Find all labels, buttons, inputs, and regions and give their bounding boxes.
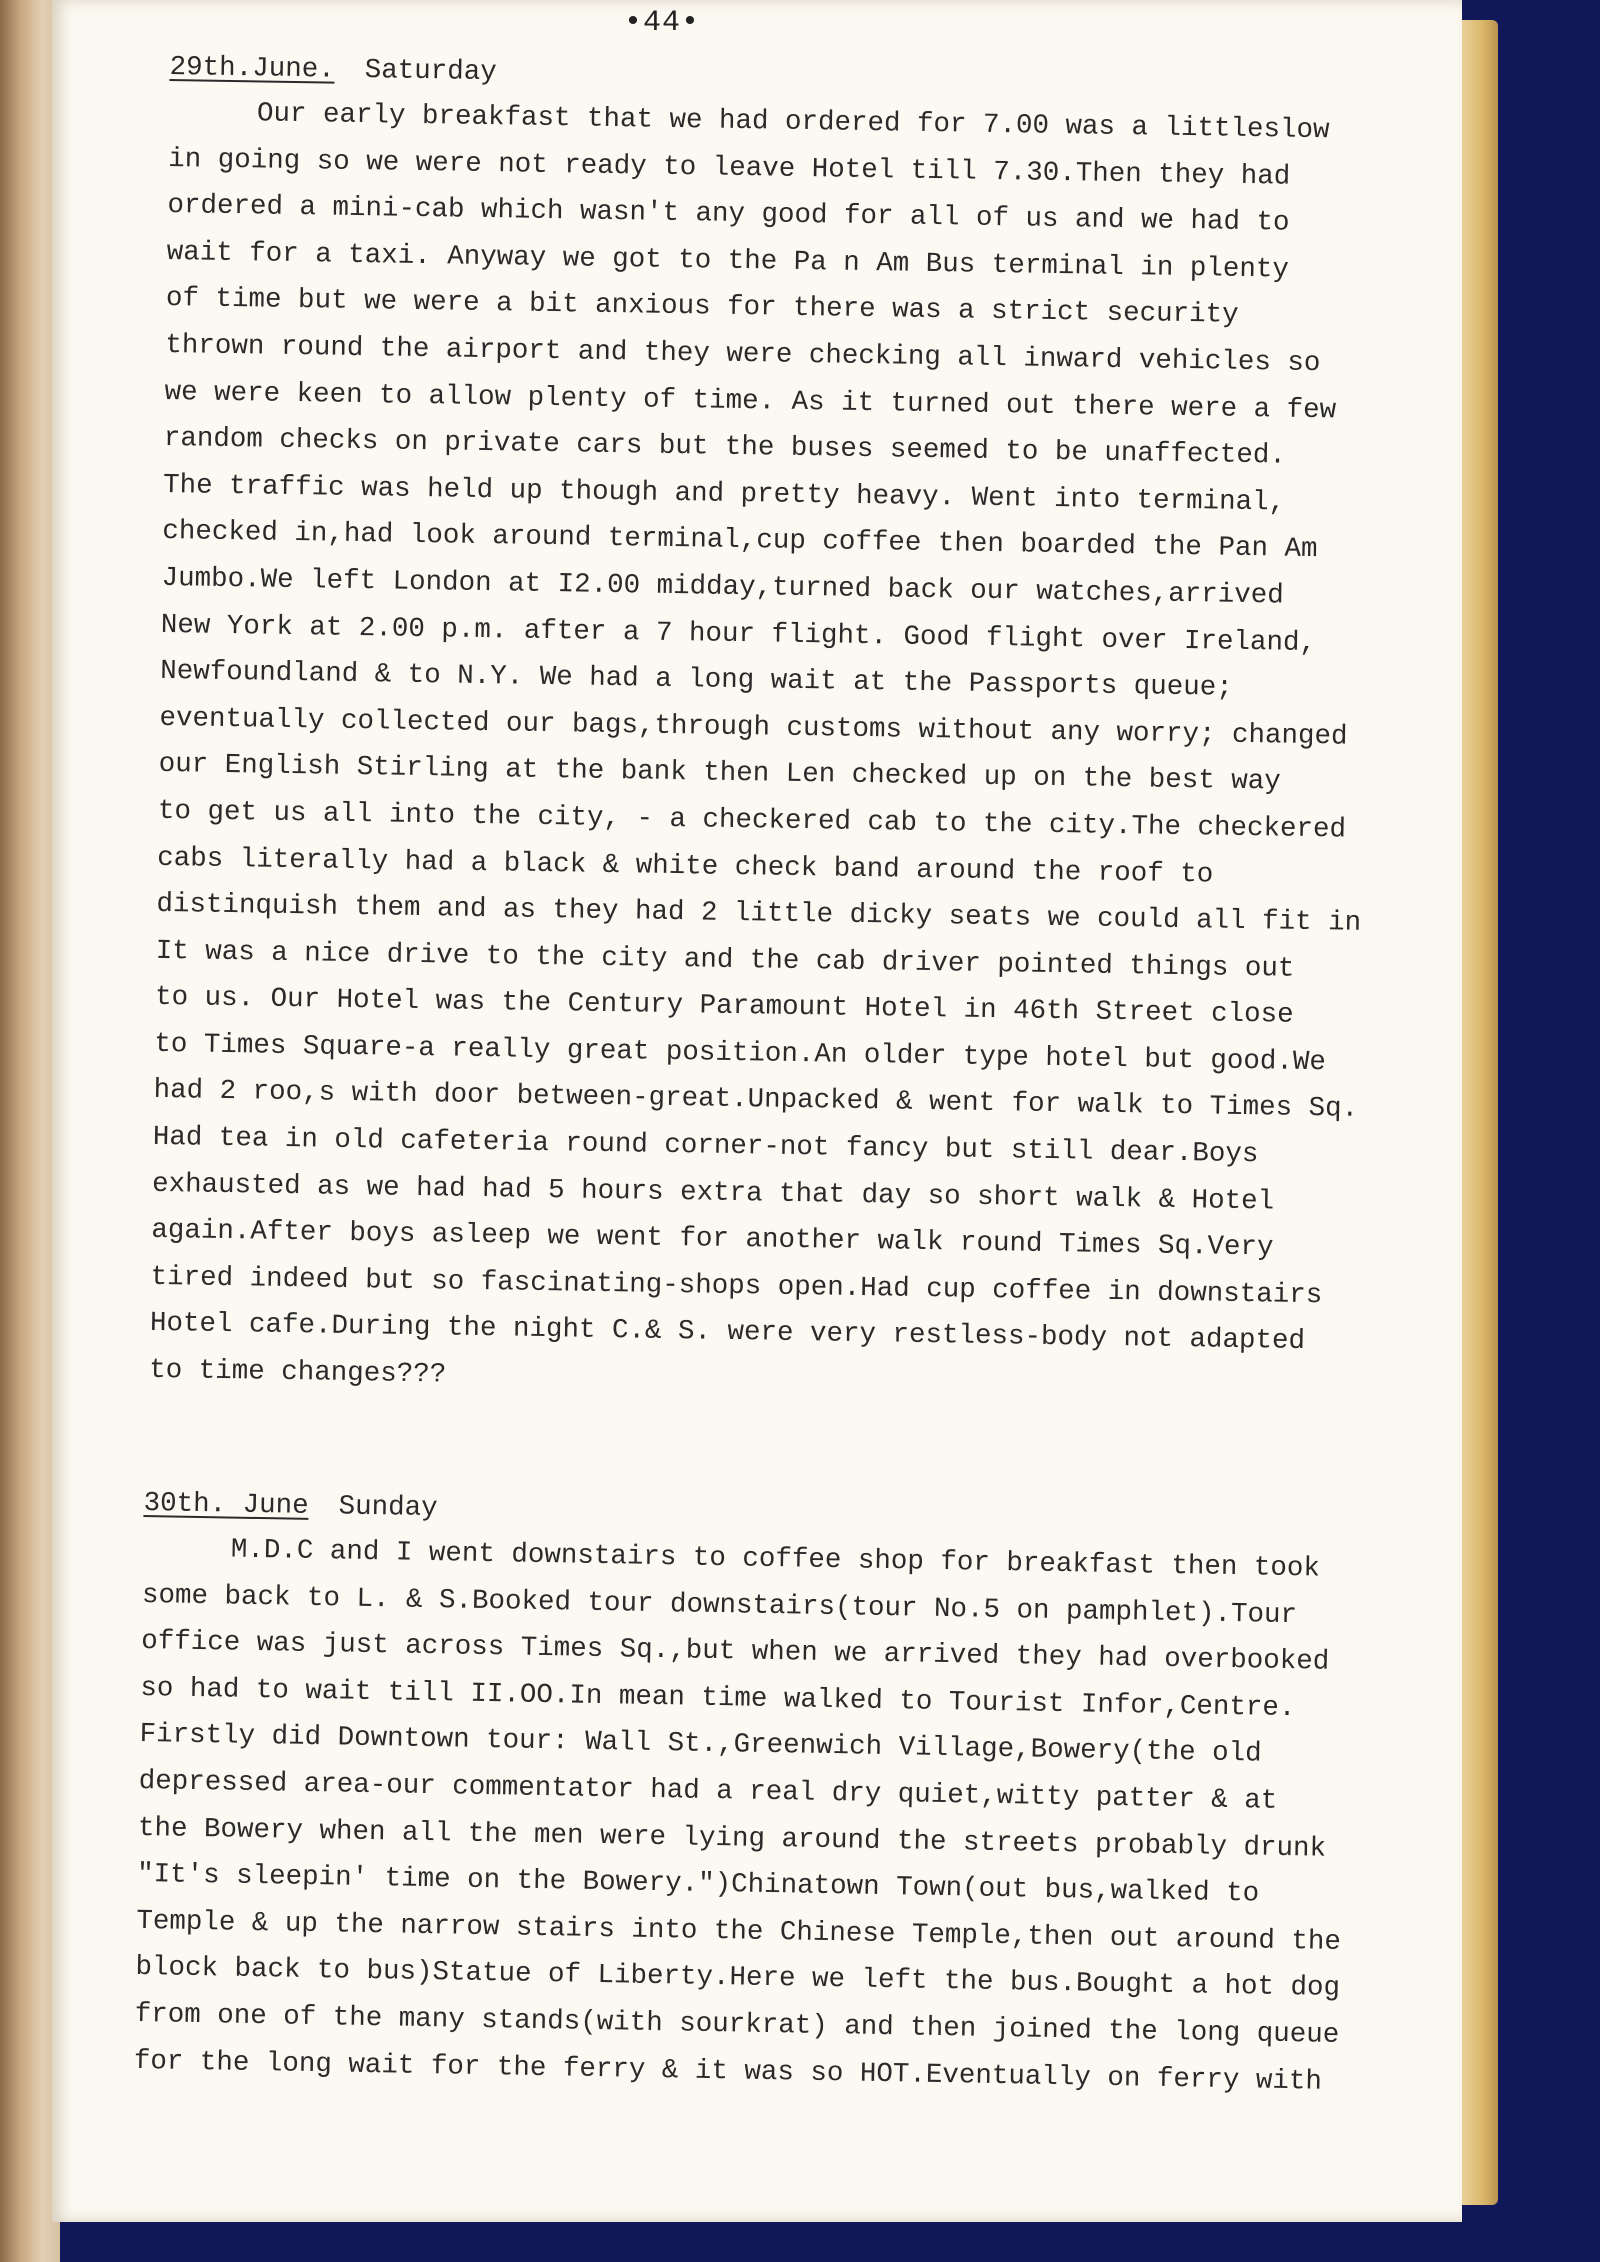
text-line: Hotel cafe.During the night C.& S. were very restless-body not adapted bbox=[149, 1308, 1306, 1358]
text-line: cabs literally had a black & white check band around the roof to bbox=[157, 842, 1214, 890]
text-line: for the long wait for the ferry & it was so HOT.Eventually on ferry with bbox=[133, 2045, 1323, 2098]
text-line: Jumbo.We left London at I2.00 midday,turned back our watches,arrived bbox=[161, 562, 1284, 612]
text-line: New York at 2.00 p.m. after a 7 hour flight. Good flight over Ireland, bbox=[160, 609, 1317, 659]
text-line: eventually collected our bags,through customs without any worry; changed bbox=[159, 702, 1348, 753]
text-line: Temple & up the narrow stairs into the Chinese Temple,then out around the bbox=[136, 1905, 1342, 1958]
text-line: of time but we were a bit anxious for there was a strict security bbox=[165, 283, 1239, 332]
text-line: wait for a taxi. Anyway we got to the Pa n Am Bus terminal in plenty bbox=[166, 236, 1290, 286]
text-line: Firstly did Downtown tour: Wall St.,Greenwich Village,Bowery(the old bbox=[139, 1719, 1262, 1770]
text-line: to Times Square-a really great position.An older type hotel but good.We bbox=[154, 1028, 1327, 1079]
page-number: •44• bbox=[624, 6, 701, 40]
text-line: "It's sleepin' time on the Bowery.")Chinatown Town(out bus,walked to bbox=[136, 1859, 1260, 1910]
text-line: block back to bus)Statue of Liberty.Here we left the bus.Bought a hot dog bbox=[135, 1952, 1341, 2005]
diary-entry-june-29 bbox=[149, 46, 1375, 1413]
text-line: we were keen to allow plenty of time. As it turned out there were a few bbox=[164, 376, 1337, 426]
text-line: Newfoundland & to N.Y. We had a long wait at the Passports queue; bbox=[159, 656, 1233, 704]
text-line: The traffic was held up though and pretty heavy. Went into terminal, bbox=[162, 469, 1286, 519]
diary-page bbox=[52, 0, 1462, 2222]
text-line: the Bowery when all the men were lying around the streets probably drunk bbox=[137, 1812, 1327, 1865]
text-line: ordered a mini-cab which wasn't any good for all of us and we had to bbox=[167, 190, 1290, 239]
text-line: exhausted as we had had 5 hours extra that day so short walk & Hotel bbox=[151, 1168, 1275, 1218]
text-line: office was just across Times Sq.,but when we arrived they had overbooked bbox=[140, 1626, 1330, 1678]
text-line: It was a nice drive to the city and the cab driver pointed things out bbox=[155, 935, 1295, 985]
text-line: depressed area-our commentator had a real dry quiet,witty patter & at bbox=[138, 1765, 1278, 1817]
entry-weekday: Saturday bbox=[364, 55, 497, 89]
text-line: checked in,had look around terminal,cup coffee then boarded the Pan Am bbox=[162, 516, 1318, 566]
entry-weekday: Sunday bbox=[338, 1491, 438, 1525]
text-line: Our early breakfast that we had ordered for 7.00 was a littleslow bbox=[256, 98, 1330, 147]
book-spine bbox=[0, 0, 60, 2262]
text-line: thrown round the airport and they were checking all inward vehicles so bbox=[165, 329, 1321, 380]
text-line: distinquish them and as they had 2 little dicky seats we could all fit in bbox=[156, 888, 1362, 939]
entry-body bbox=[149, 90, 1374, 1413]
text-line: from one of the many stands(with sourkrat) and then joined the long queue bbox=[134, 1998, 1340, 2051]
text-line: to time changes??? bbox=[148, 1354, 447, 1391]
text-line: M.D.C and I went downstairs to coffee shop for breakfast then took bbox=[230, 1534, 1321, 1585]
text-line: had 2 roo,s with door between-great.Unpacked & went for walk to Times Sq. bbox=[153, 1075, 1359, 1126]
text-line: to us. Our Hotel was the Century Paramount Hotel in 46th Street close bbox=[154, 982, 1294, 1032]
text-line: our English Stirling at the bank then Len checked up on the best way bbox=[158, 749, 1282, 798]
text-line: so had to wait till II.OO.In mean time walked to Tourist Infor,Centre. bbox=[140, 1672, 1296, 1724]
text-line: random checks on private cars but the buses seemed to be unaffected. bbox=[163, 423, 1287, 472]
entry-body bbox=[133, 1526, 1347, 2106]
text-line: some back to L. & S.Booked tour downstairs(tour No.5 on pamphlet).Tour bbox=[141, 1579, 1298, 1631]
entry-date: 30th. June bbox=[143, 1487, 309, 1522]
diary-entry-june-30 bbox=[133, 1482, 1348, 2106]
text-line: to get us all into the city, - a checkered cab to the city.The checkered bbox=[157, 795, 1347, 846]
entry-date: 29th.June. bbox=[169, 51, 335, 86]
text-line: in going so we were not ready to leave Hotel till 7.30.Then they had bbox=[167, 143, 1291, 193]
text-line: Had tea in old cafeteria round corner-not fancy but still dear.Boys bbox=[152, 1121, 1259, 1171]
text-line: again.After boys asleep we went for another walk round Times Sq.Very bbox=[151, 1215, 1274, 1264]
text-line: tired indeed but so fascinating-shops open.Had cup coffee in downstairs bbox=[150, 1261, 1323, 1312]
